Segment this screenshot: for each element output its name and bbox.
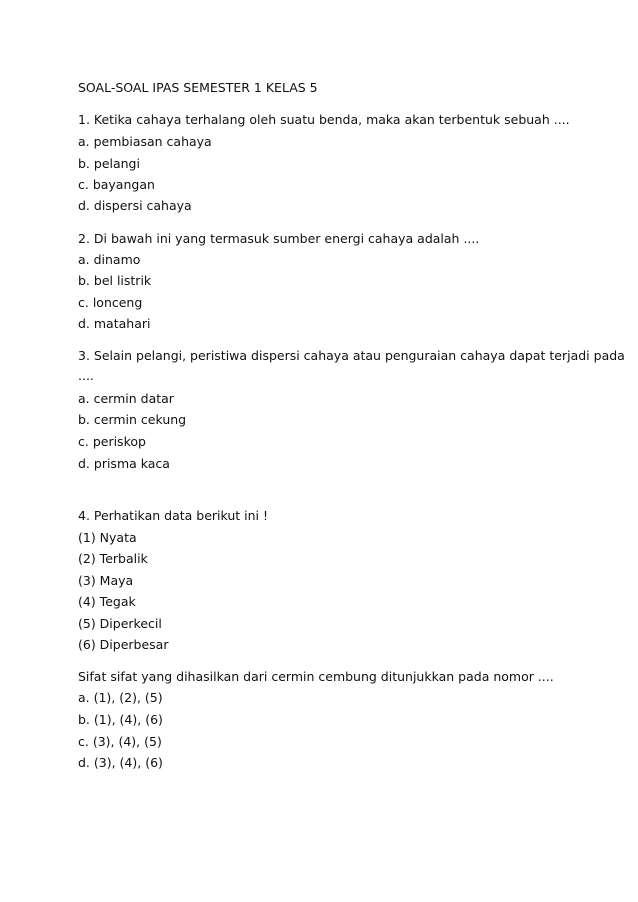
document-title: SOAL-SOAL IPAS SEMESTER 1 KELAS 5 [78,80,318,95]
question-4-data-item-5: (5) Diperkecil [78,616,162,631]
question-2-prompt: 2. Di bawah ini yang termasuk sumber energi cahaya adalah .... [78,231,480,246]
question-4-data-item-4: (4) Tegak [78,594,136,609]
question-2-option-c: c. lonceng [78,295,143,310]
question-4-data-item-2: (2) Terbalik [78,551,148,566]
question-3-option-b: b. cermin cekung [78,412,187,427]
question-3-option-c: c. periskop [78,434,146,449]
question-4-option-a: a. (1), (2), (5) [78,690,163,705]
question-3-prompt-line-1: 3. Selain pelangi, peristiwa dispersi cahaya atau penguraian cahaya dapat terjadi pada [78,348,625,363]
question-3-option-a: a. cermin datar [78,391,174,406]
question-3-option-d: d. prisma kaca [78,456,170,471]
question-2-option-a: a. dinamo [78,252,141,267]
question-4-option-c: c. (3), (4), (5) [78,734,162,749]
question-4-option-b: b. (1), (4), (6) [78,712,163,727]
question-4-prompt: 4. Perhatikan data berikut ini ! [78,508,269,523]
question-1-option-d: d. dispersi cahaya [78,198,192,213]
question-2-option-b: b. bel listrik [78,273,152,288]
question-2-option-d: d. matahari [78,316,151,331]
question-4-data-item-3: (3) Maya [78,573,134,588]
question-1-option-b: b. pelangi [78,156,140,171]
question-4-option-d: d. (3), (4), (6) [78,755,163,770]
question-3-prompt-line-2: .... [78,368,94,383]
question-4-data-item-6: (6) Diperbesar [78,637,169,652]
question-1-option-c: c. bayangan [78,177,155,192]
question-4-data-item-1: (1) Nyata [78,530,137,545]
question-4-question: Sifat sifat yang dihasilkan dari cermin cembung ditunjukkan pada nomor .... [78,669,554,684]
question-1-prompt: 1. Ketika cahaya terhalang oleh suatu benda, maka akan terbentuk sebuah .... [78,112,570,127]
question-1-option-a: a. pembiasan cahaya [78,134,212,149]
